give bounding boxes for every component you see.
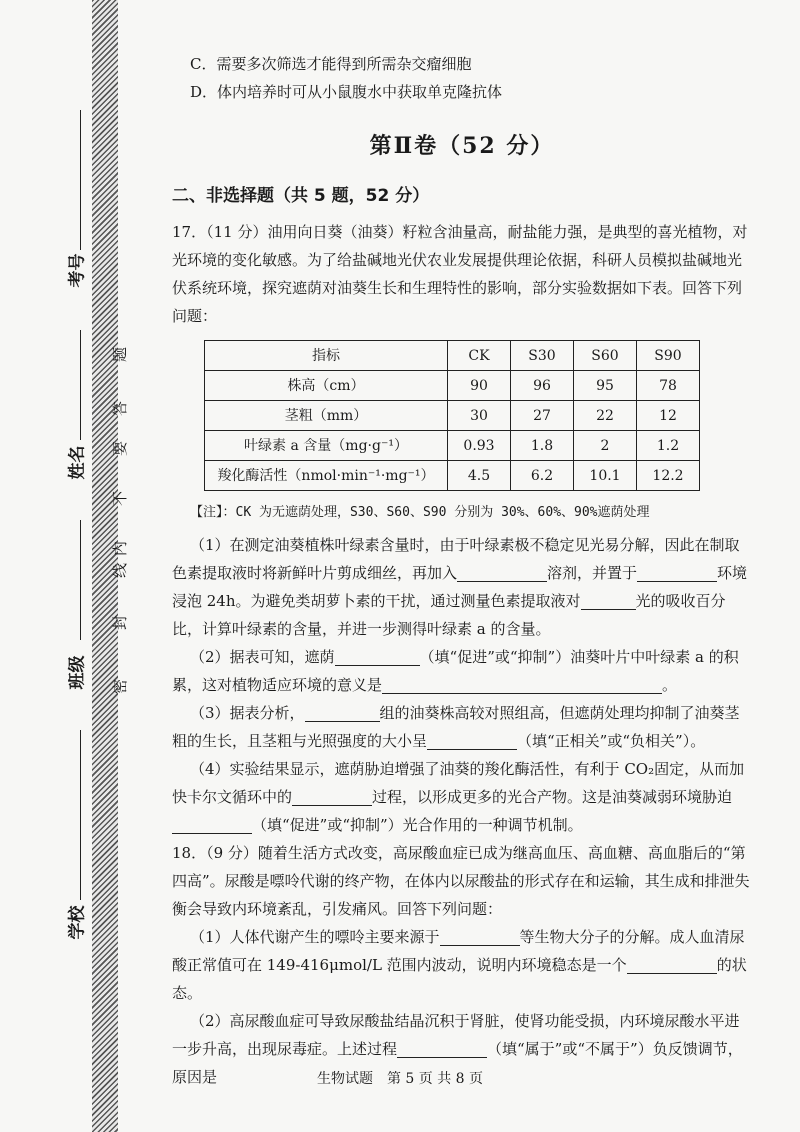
- seal-char: 内: [111, 540, 130, 557]
- table-cell: 6.2: [511, 461, 574, 491]
- text: 组的油葵株高较对照组高，但遮荫处理均抑制了油葵茎粗的生长，且茎粗与光照强度的大小呈: [172, 704, 740, 750]
- table-row: [205, 461, 700, 491]
- school-line: [80, 730, 81, 900]
- table-cell: 78: [637, 371, 700, 401]
- table-cell: 10.1: [574, 461, 637, 491]
- table-cell: 株高（cm）: [205, 371, 448, 401]
- seal-char: 答: [111, 400, 130, 417]
- q18-part1: [172, 923, 752, 1007]
- table-header: S60: [574, 341, 637, 371]
- q17-part2: [172, 643, 752, 699]
- table-cell: 22: [574, 401, 637, 431]
- table-cell: 96: [511, 371, 574, 401]
- page-content: [172, 50, 752, 1091]
- answer-blank[interactable]: [637, 563, 717, 582]
- text: （填“促进”或“抑制”）油葵叶片中叶绿素 a 的积累，这对植物适应环境的意义是: [172, 648, 739, 694]
- answer-blank[interactable]: [457, 563, 547, 582]
- exam-number-label: 考号: [67, 253, 88, 288]
- text: （填“属于”或“不属于”）负反馈调节，原因是: [172, 1040, 743, 1086]
- table-row: [205, 401, 700, 431]
- table-cell: 2: [574, 431, 637, 461]
- class-line: [80, 520, 81, 640]
- answer-blank[interactable]: [382, 675, 662, 694]
- text: （2）据表可知，遮荫: [190, 648, 335, 666]
- seal-char: 封: [111, 614, 130, 631]
- answer-blank[interactable]: [305, 703, 380, 722]
- binding-margin: [0, 0, 140, 1132]
- table-cell: 1.2: [637, 431, 700, 461]
- section-title: 第Ⅱ卷（52 分）: [369, 133, 555, 159]
- text: （4）实验结果显示，遮荫胁迫增强了油葵的羧化酶活性，有利于 CO₂固定，从而加快卡尔文循环中的: [172, 760, 745, 806]
- seal-char: 题: [111, 346, 130, 363]
- seal-char: 线: [111, 562, 130, 579]
- q17-part3: [172, 699, 752, 755]
- table-row: [205, 371, 700, 401]
- text: 过程，以形成更多的光合产物。这是油葵减弱环境胁迫: [372, 788, 733, 806]
- table-cell: 30: [448, 401, 511, 431]
- table-header: CK: [448, 341, 511, 371]
- table-cell: 0.93: [448, 431, 511, 461]
- table-row: [205, 431, 700, 461]
- table-cell: 茎粗（mm）: [205, 401, 448, 431]
- option-d: D．体内培养时可从小鼠腹水中获取单克隆抗体: [190, 83, 503, 101]
- text: 溶剂，并置于: [547, 564, 638, 582]
- text: 等生物大分子的分解。成人血清尿酸正常值可在 149-416μmol/L 范围内波动，说明内环境稳态是一个: [172, 928, 745, 974]
- table-note: 【注】：CK 为无遮荫处理，S30、S60、S90 分别为 30%、60%、90%遮荫处理: [190, 505, 650, 520]
- text: （填“正相关”或“负相关”）。: [517, 732, 706, 750]
- option-c: C．需要多次筛选才能得到所需杂交瘤细胞: [190, 55, 472, 73]
- table-cell: 12.2: [637, 461, 700, 491]
- answer-blank[interactable]: [397, 1039, 487, 1058]
- table-cell: 90: [448, 371, 511, 401]
- answer-blank[interactable]: [581, 591, 636, 610]
- text: 。: [662, 676, 678, 694]
- school-label: 学校: [67, 905, 88, 940]
- class-label: 班级: [67, 655, 88, 690]
- answer-blank[interactable]: [427, 731, 517, 750]
- q17-part1: [172, 531, 752, 643]
- table-cell: 叶绿素 a 含量（mg·g⁻¹）: [205, 431, 448, 461]
- answer-blank[interactable]: [627, 955, 717, 974]
- table-cell: 1.8: [511, 431, 574, 461]
- seal-char: 不: [111, 490, 130, 507]
- text: （填“促进”或“抑制”）光合作用的一种调节机制。: [252, 816, 583, 834]
- table-header: 指标: [205, 341, 448, 371]
- name-label: 姓名: [67, 445, 88, 480]
- exam-number-line: [80, 110, 81, 250]
- part-heading: 二、非选择题（共 5 题，52 分）: [172, 186, 430, 206]
- data-table: [204, 340, 700, 491]
- text: 环境浸泡 24h。为避免类胡萝卜素的干扰，通过测量色素提取液对: [172, 564, 748, 610]
- table-cell: 95: [574, 371, 637, 401]
- table-header: S30: [511, 341, 574, 371]
- table-cell: 羧化酶活性（nmol·min⁻¹·mg⁻¹）: [205, 461, 448, 491]
- q17-part4: [172, 755, 752, 839]
- answer-blank[interactable]: [292, 787, 372, 806]
- answer-blank[interactable]: [172, 815, 252, 834]
- q17-stem: 17．（11 分）油用向日葵（油葵）籽粒含油量高，耐盐能力强，是典型的喜光植物，对光环境的变化敏感。为了给盐碱地光伏农业发展提供理论依据，科研人员模拟盐碱地光伏系统环境，探究遮荫对油葵生长和生理特性的影响，部分实验数据如下表。回答下列问题：: [172, 223, 748, 325]
- table-cell: 12: [637, 401, 700, 431]
- table-header-row: [205, 341, 700, 371]
- text: （1）在测定油葵植株叶绿素含量时，由于叶绿素极不稳定见光易分解，因此在制取色素提取液时将新鲜叶片剪成细丝，再加入: [172, 536, 740, 582]
- table-cell: 27: [511, 401, 574, 431]
- seal-char: 要: [111, 440, 130, 457]
- name-line: [80, 330, 81, 440]
- text: （3）据表分析，: [190, 704, 305, 722]
- table-cell: 4.5: [448, 461, 511, 491]
- answer-blank[interactable]: [440, 927, 520, 946]
- seal-char: 密: [111, 678, 130, 695]
- text: 的状态。: [172, 956, 747, 1002]
- text: （1）人体代谢产生的嘌呤主要来源于: [190, 928, 440, 946]
- answer-blank[interactable]: [335, 647, 420, 666]
- text: （2）高尿酸血症可导致尿酸盐结晶沉积于肾脏，使肾功能受损，内环境尿酸水平进一步升高，出现尿毒症。上述过程: [172, 1012, 740, 1058]
- table-header: S90: [637, 341, 700, 371]
- q18-stem: 18．（9 分）随着生活方式改变，高尿酸血症已成为继高血压、高血糖、高血脂后的“第四高”。尿酸是嘌呤代谢的终产物，在体内以尿酸盐的形式存在和运输，其生成和排泄失衡会导致内环境紊乱，引发痛风。回答下列问题：: [172, 844, 750, 918]
- text: 光的吸收百分比，计算叶绿素的含量，并进一步测得叶绿素 a 的含量。: [172, 592, 726, 638]
- page-footer: 生物试题 第 5 页 共 8 页: [316, 1071, 484, 1087]
